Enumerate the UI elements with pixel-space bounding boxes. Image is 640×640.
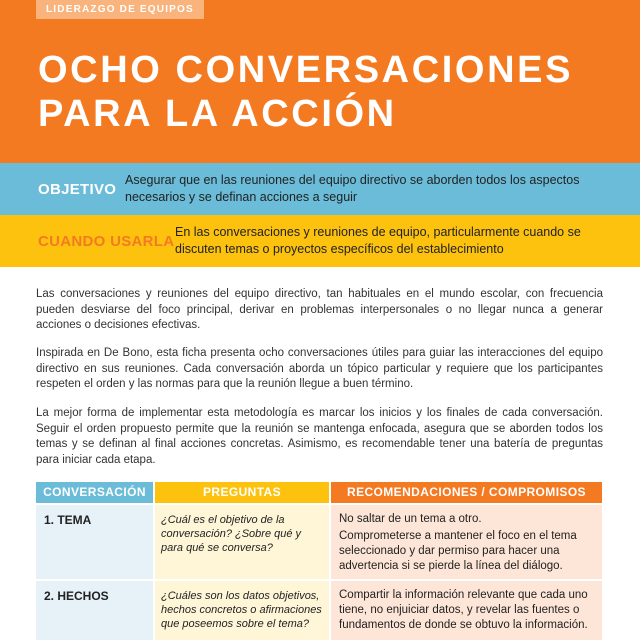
objective-band (0, 163, 640, 215)
when-to-use-label: CUANDO USARLA (38, 233, 175, 250)
table-row-2-question (155, 581, 329, 640)
intro-paragraph-2: Inspirada en De Bono, esta ficha presenta ocho conversaciones útiles para guiar las interacciones del equipo directivo en sus reuniones. Cada conversación aborda un tópico particular y requiere que los participantes respeten el orden y las normas para que la reunión llegue a buen término. (36, 347, 603, 390)
when-to-use-text: En las conversaciones y reuniones de equipo, particularmente cuando se discuten temas o proyectos específicos del establecimiento (175, 225, 581, 256)
recommendation-text: Comprometerse a mantener el foco en el tema seleccionado y dar permiso para hacer una advertencia si se pierde la línea del diálogo. (339, 530, 577, 572)
recommendation-text: Compartir la información relevante que cada uno tiene, no enjuiciar datos, y revelar las fuentes o fundamentos de donde se obtuvo la información. (339, 589, 588, 631)
recommendation-text: No saltar de un tema a otro. (339, 513, 482, 525)
header-recommendations: RECOMENDACIONES / COMPROMISOS (331, 482, 602, 503)
table-row-2-conversation (36, 581, 153, 640)
intro-paragraph-1: Las conversaciones y reuniones del equipo directivo, tan habituales en el mundo escolar, con frecuencia pueden desviarse del foco principal, derivar en problemas interpersonales o no llegar nunca a generar acciones o decisiones efectivas. (36, 288, 603, 331)
title-line-2: PARA LA ACCIÓN (38, 93, 397, 135)
when-to-use-band (0, 215, 640, 267)
objective-label: OBJETIVO (38, 181, 117, 198)
section-tag: LIDERAZGO DE EQUIPOS (36, 0, 204, 19)
conversation-name: 1. TEMA (44, 513, 92, 527)
header-questions: PREGUNTAS (155, 482, 329, 503)
question-text: ¿Cuáles son los datos objetivos, hechos concretos o afirmaciones que poseemos sobre el tema? (161, 590, 322, 630)
question-text: ¿Cuál es el objetivo de la conversación? ¿Sobre qué y para qué se conversa? (161, 514, 302, 554)
title-line-1: OCHO CONVERSACIONES (38, 49, 574, 91)
header-banner (0, 0, 640, 163)
table-row-1-conversation (36, 505, 153, 579)
conversation-name: 2. HECHOS (44, 589, 109, 603)
table-row-1-recommendation (331, 505, 602, 579)
intro-paragraph-3: La mejor forma de implementar esta metodología es marcar los inicios y los finales de cada conversación. Seguir el orden propuesto permite que la reunión se mantenga enfocada, asegura que se aborden todos los temas y se definan al final acciones concretas. Asimismo, es recomendable tener una batería de preguntas para iniciar cada etapa. (36, 407, 603, 466)
page-title (38, 48, 618, 136)
objective-text: Asegurar que en las reuniones del equipo directivo se aborden todos los aspectos necesarios y se definan acciones a seguir (125, 173, 580, 204)
header-conversation: CONVERSACIÓN (36, 482, 153, 503)
table-row-2-recommendation (331, 581, 602, 640)
table-row-1-question (155, 505, 329, 579)
